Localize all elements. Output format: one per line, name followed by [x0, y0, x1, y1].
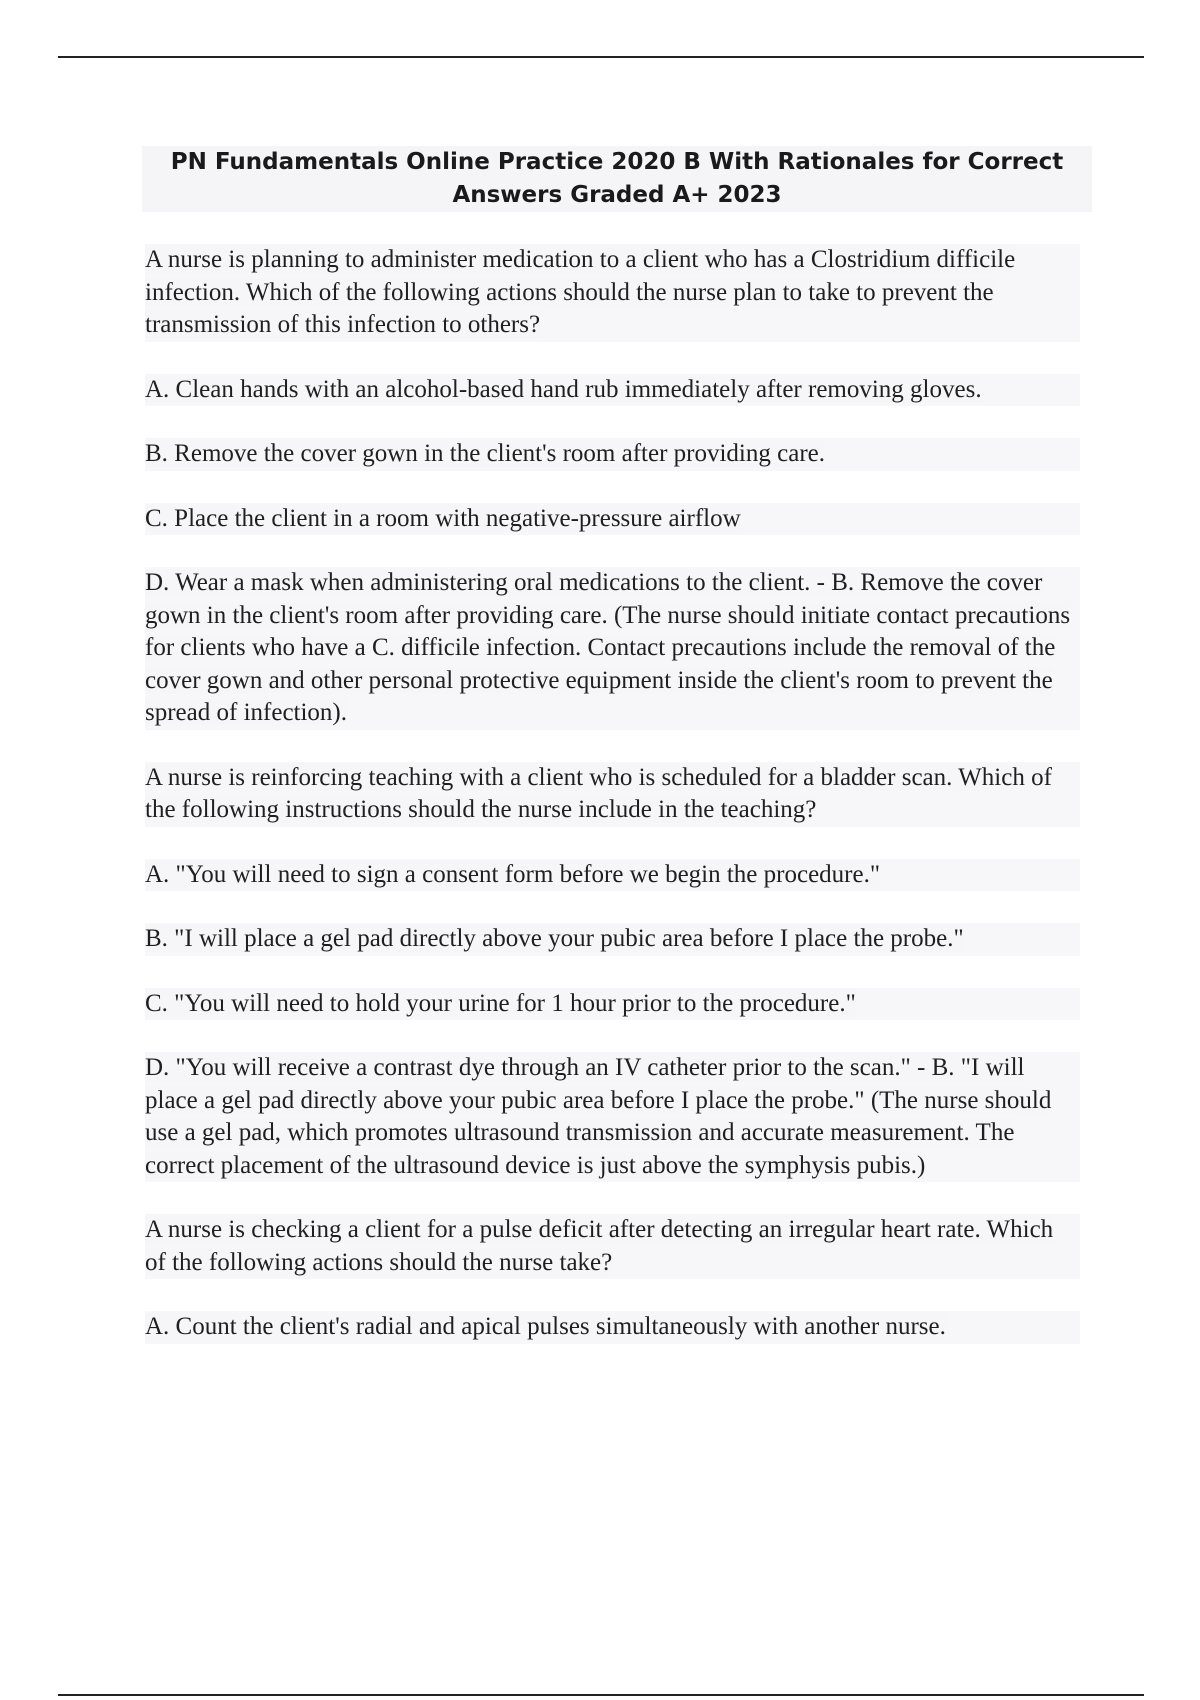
bottom-rule — [58, 1694, 1144, 1696]
question-1-option-c: C. Place the client in a room with negative-pressure airflow — [145, 503, 1080, 536]
question-1-option-a: A. Clean hands with an alcohol-based hand rub immediately after removing gloves. — [145, 374, 1080, 407]
question-2-option-d-rationale: D. "You will receive a contrast dye through an IV catheter prior to the scan." - B. "I will place a gel pad directly above your pubic area before I place the probe." (The nurse should use a gel pad, which promotes ultrasound transmission and accurate measurement. The correct placement of the ultrasound device is just above the symphysis pubis.) — [145, 1052, 1080, 1182]
question-1-option-b: B. Remove the cover gown in the client's room after providing care. — [145, 438, 1080, 471]
question-2-stem: A nurse is reinforcing teaching with a client who is scheduled for a bladder scan. Which of the following instructions should the nurse include in the teaching? — [145, 762, 1080, 827]
document-title: PN Fundamentals Online Practice 2020 B With Rationales for Correct Answers Graded A+ 2023 — [142, 146, 1092, 212]
top-rule — [58, 56, 1144, 58]
question-3-option-a: A. Count the client's radial and apical pulses simultaneously with another nurse. — [145, 1311, 1080, 1344]
question-1-stem: A nurse is planning to administer medication to a client who has a Clostridium difficile infection. Which of the following actions should the nurse plan to take to prevent the transmission of this infection to others? — [145, 244, 1080, 342]
question-1-option-d-rationale: D. Wear a mask when administering oral medications to the client. - B. Remove the cover gown in the client's room after providing care. (The nurse should initiate contact precautions for clients who have a C. difficile infection. Contact precautions include the removal of the cover gown and other personal protective equipment inside the client's room to prevent the spread of infection). — [145, 567, 1080, 730]
question-2-option-b: B. "I will place a gel pad directly above your pubic area before I place the probe." — [145, 923, 1080, 956]
question-3-stem: A nurse is checking a client for a pulse deficit after detecting an irregular heart rate. Which of the following actions should the nurse take? — [145, 1214, 1080, 1279]
question-2-option-a: A. "You will need to sign a consent form before we begin the procedure." — [145, 859, 1080, 892]
question-2-option-c: C. "You will need to hold your urine for 1 hour prior to the procedure." — [145, 988, 1080, 1021]
document-body — [145, 244, 1080, 1376]
